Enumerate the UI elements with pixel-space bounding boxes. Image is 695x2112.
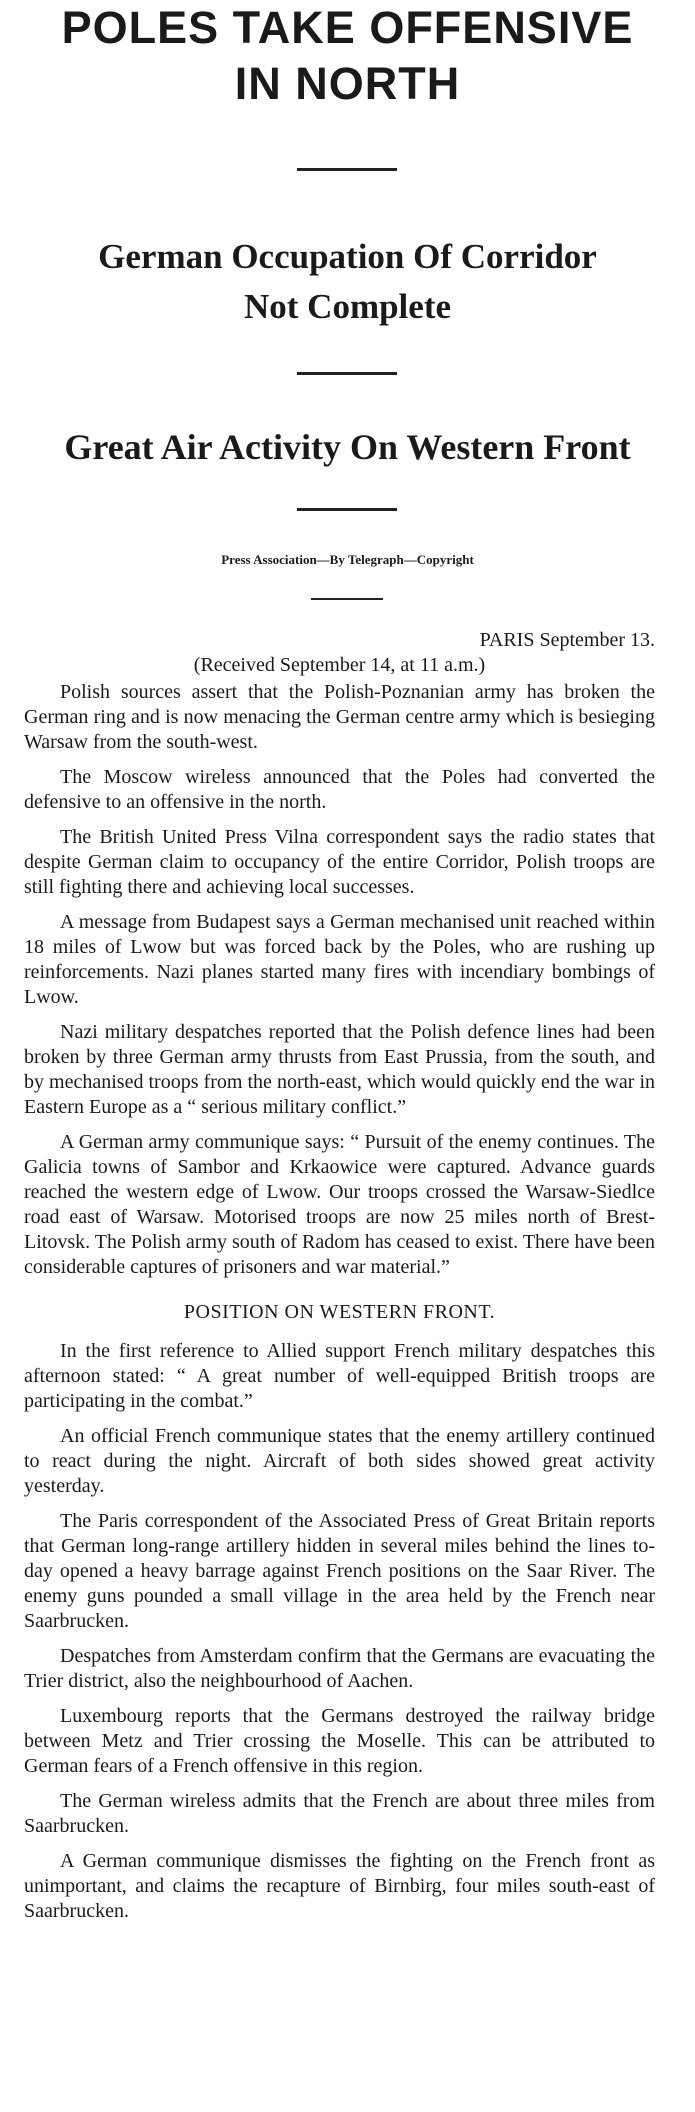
article-body [24, 628, 655, 1934]
paragraph: Polish sources assert that the Polish-Poznanian army has broken the German ring and is now menacing the German centre army which is besieging Warsaw from the south-west. [24, 681, 655, 753]
paragraph: In the first reference to Allied support French military despatches this afternoon stated: “ A great number of well-equipped British troops are participating in the combat.” [24, 1340, 655, 1412]
divider-rule [297, 372, 397, 375]
paragraph: A message from Budapest says a German mechanised unit reached within 18 miles of Lwow but was forced back by the Poles, who are rushing up reinforcements. Nazi planes started many fires with incendiary bombings of Lwow. [24, 911, 655, 1008]
masthead-block [0, 0, 695, 112]
divider-rule-small [311, 598, 383, 600]
received-note: (Received September 14, at 11 a.m.) [193, 654, 486, 676]
subheadline-block [0, 232, 695, 332]
paragraph: The Moscow wireless announced that the Poles had converted the defensive to an offensive in the north. [24, 766, 655, 813]
subheadline-line-2: Not Complete [243, 287, 452, 326]
paragraph: Luxembourg reports that the Germans destroyed the railway bridge between Metz and Trier crossing the Moselle. This can be attributed to German fears of a French offensive in this region. [24, 1705, 655, 1777]
divider-rule [297, 508, 397, 511]
subheadline-air-activity: Great Air Activity On Western Front [64, 427, 631, 467]
section-heading: POSITION ON WESTERN FRONT. [183, 1301, 496, 1323]
paragraph: A German communique dismisses the fighting on the French front as unimportant, and claims the recapture of Birnbirg, four miles south-east of Saarbrucken. [24, 1850, 655, 1922]
divider-rule [297, 168, 397, 171]
dateline: PARIS September 13. [479, 629, 655, 651]
paragraph: An official French communique states that the enemy artillery continued to react during the night. Aircraft of both sides showed great activity yesterday. [24, 1425, 655, 1497]
subheadline-line-1: German Occupation Of Corridor [98, 237, 597, 276]
paragraph: The German wireless admits that the French are about three miles from Saarbrucken. [24, 1790, 655, 1837]
paragraph: Despatches from Amsterdam confirm that the Germans are evacuating the Trier district, also the neighbourhood of Aachen. [24, 1645, 655, 1692]
headline-line-1: POLES TAKE OFFENSIVE [61, 2, 634, 53]
paragraph: The British United Press Vilna correspondent says the radio states that despite German claim to occupancy of the entire Corridor, Polish troops are still fighting there and achieving local successes. [24, 826, 655, 898]
paragraph: Nazi military despatches reported that the Polish defence lines had been broken by three German army thrusts from East Prussia, from the south, and by mechanised troops from the north-east, which would quickly end the war in Eastern Europe as a “ serious military conflict.” [24, 1021, 655, 1118]
paragraph: The Paris correspondent of the Associated Press of Great Britain reports that German long-range artillery hidden in several miles behind the lines to-day opened a heavy barrage against French positions on the Saar River. The enemy guns pounded a small village in the area held by the French near Saarbrucken. [24, 1510, 655, 1632]
paragraph: A German army communique says: “ Pursuit of the enemy continues. The Galicia towns of Sambor and Krkaowice were captured. Advance guards reached the western edge of Lwow. Our troops crossed the Warsaw-Siedlce road east of Warsaw. Motorised troops are now 25 miles north of Brest-Litovsk. The Polish army south of Radom has ceased to exist. There have been considerable captures of prisoners and war material.” [24, 1131, 655, 1278]
byline: Press Association—By Telegraph—Copyright [221, 552, 474, 567]
headline-line-2: IN NORTH [234, 58, 461, 109]
